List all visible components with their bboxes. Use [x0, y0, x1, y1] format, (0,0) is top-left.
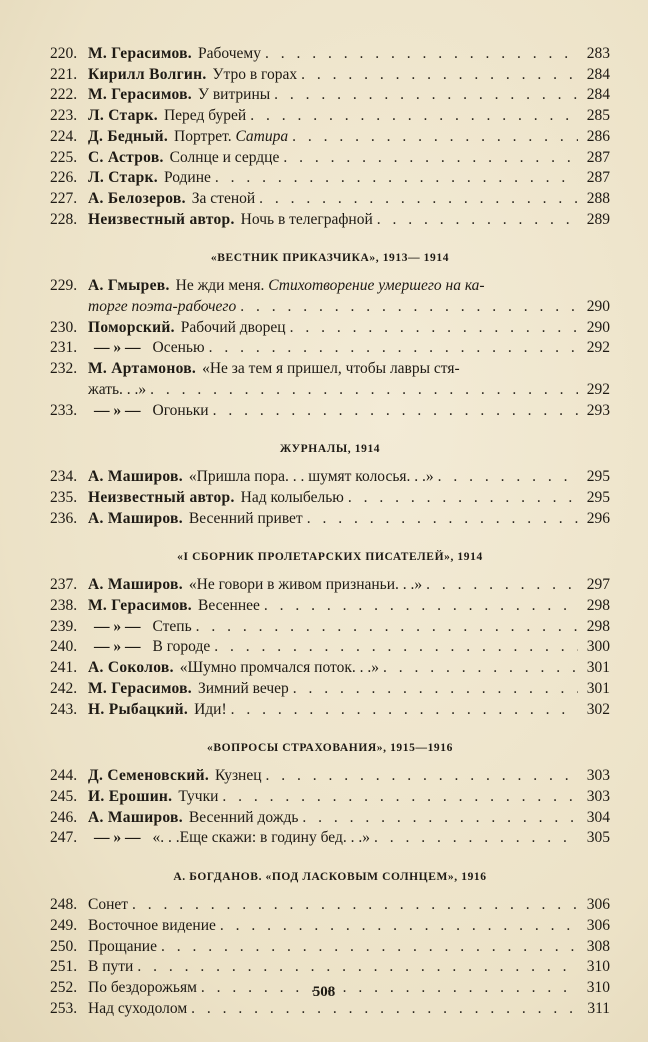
entry-title	[174, 127, 288, 148]
leader-dots	[231, 700, 578, 721]
toc-entry	[50, 509, 610, 530]
entry-title: Восточное видение	[88, 916, 216, 934]
entry-author: Л. Старк.	[88, 169, 158, 187]
entry-number: 240.	[50, 638, 78, 656]
table-of-contents	[50, 44, 610, 1019]
leader-dots	[209, 338, 578, 359]
entry-number: 253.	[50, 999, 78, 1017]
entry-number: 244.	[50, 767, 78, 785]
entry-author: М. Герасимов.	[88, 86, 192, 104]
leader-dots	[292, 127, 578, 148]
entry-author: А. Маширов.	[88, 576, 183, 594]
entry-title-text: Не жди меня.	[175, 277, 265, 295]
entry-number: 251.	[50, 958, 78, 976]
toc-entry	[50, 937, 610, 958]
toc-entry	[50, 637, 610, 658]
toc-section-vestnik-prikazchika	[50, 250, 610, 421]
entry-number: 235.	[50, 488, 78, 506]
entry-number: 234.	[50, 468, 78, 486]
entry-page: 308	[586, 937, 610, 955]
entry-title: Зимний вечер	[197, 679, 289, 697]
entry-number: 246.	[50, 808, 78, 826]
toc-entry	[50, 700, 610, 721]
entry-page: 290	[586, 298, 610, 316]
entry-page: 306	[586, 896, 610, 914]
leader-dots	[222, 787, 578, 808]
entry-author: Кирилл Волгин.	[88, 65, 207, 83]
ditto-mark: — » —	[94, 339, 141, 357]
toc-entry	[50, 65, 610, 86]
leader-dots	[377, 210, 578, 231]
toc-section-untitled	[50, 44, 610, 230]
entry-title: Сонет	[88, 896, 129, 914]
entry-number: 229.	[50, 277, 78, 295]
leader-dots	[266, 766, 578, 787]
entry-page: 287	[586, 169, 610, 187]
toc-entry	[50, 210, 610, 231]
toc-entry	[50, 658, 610, 679]
entry-page: 297	[586, 576, 610, 594]
leader-dots	[215, 168, 578, 189]
toc-entry	[50, 999, 610, 1020]
entry-number: 250.	[50, 937, 78, 955]
entry-author: С. Астров.	[88, 148, 164, 166]
entry-page: 288	[586, 189, 610, 207]
entry-number: 237.	[50, 576, 78, 594]
entry-author: Д. Семеновский.	[88, 767, 210, 785]
leader-dots	[259, 189, 578, 210]
toc-entry	[50, 338, 610, 359]
entry-title: Перед бурей	[163, 107, 247, 125]
leader-dots	[374, 828, 578, 849]
leader-dots	[214, 637, 578, 658]
toc-entry	[50, 957, 610, 978]
entry-number: 223.	[50, 107, 78, 125]
toc-entry-continuation	[50, 297, 610, 318]
entry-title: Весенний привет	[188, 509, 303, 527]
entry-page: 283	[586, 45, 610, 62]
entry-number: 247.	[50, 829, 78, 847]
entry-title: «. . .Еще скажи: в годину бед. . .»	[152, 829, 370, 847]
entry-page: 290	[586, 318, 610, 336]
entry-author: Неизвестный автор.	[88, 210, 235, 228]
entry-title: Тучки	[178, 787, 219, 805]
toc-entry	[50, 44, 610, 65]
entry-number: 245.	[50, 787, 78, 805]
entry-title: За стеной	[191, 189, 256, 207]
entry-title: Прощание	[88, 937, 157, 955]
ditto-mark: — » —	[94, 401, 141, 419]
entry-title: Над суходолом	[88, 999, 188, 1017]
section-heading: «ВОПРОСЫ СТРАХОВАНИЯ», 1915—1916	[207, 742, 453, 755]
entry-page: 304	[586, 808, 610, 826]
entry-author: А. Соколов.	[88, 659, 174, 677]
entry-page: 310	[586, 958, 610, 976]
leader-dots	[240, 297, 578, 318]
leader-dots	[301, 65, 578, 86]
entry-page: 295	[586, 488, 610, 506]
toc-entry	[50, 359, 610, 380]
entry-title: Осенью	[152, 339, 205, 357]
toc-entry	[50, 148, 610, 169]
toc-entry	[50, 916, 610, 937]
entry-number: 231.	[50, 339, 78, 357]
entry-author: А. Маширов.	[88, 468, 183, 486]
entry-number: 226.	[50, 169, 78, 187]
toc-entry	[50, 808, 610, 829]
entry-page: 303	[586, 767, 610, 785]
leader-dots	[283, 148, 578, 169]
toc-entry	[50, 488, 610, 509]
entry-number: 238.	[50, 597, 78, 615]
entry-author: М. Герасимов.	[88, 45, 192, 62]
leader-dots	[290, 318, 578, 339]
leader-dots	[161, 937, 578, 958]
entry-page: 293	[586, 401, 610, 419]
entry-page: 284	[586, 86, 610, 104]
entry-number: 220.	[50, 45, 78, 62]
entry-number: 233.	[50, 401, 78, 419]
entry-number: 242.	[50, 679, 78, 697]
entry-title: Над колыбелью	[240, 488, 344, 506]
entry-title: Степь	[152, 617, 192, 635]
entry-title-text: Портрет.	[174, 127, 232, 145]
entry-title: Весенний дождь	[188, 808, 299, 826]
leader-dots	[383, 658, 578, 679]
toc-entry	[50, 401, 610, 422]
toc-entry	[50, 168, 610, 189]
toc-entry	[50, 617, 610, 638]
entry-page: 311	[587, 999, 610, 1017]
entry-number: 248.	[50, 896, 78, 914]
entry-page: 296	[586, 509, 610, 527]
entry-genre: Сатира	[235, 127, 289, 145]
leader-dots	[264, 596, 578, 617]
leader-dots	[196, 617, 578, 638]
entry-title: Рабочий дворец	[180, 318, 286, 336]
toc-entry	[50, 679, 610, 700]
toc-section-sbornik	[50, 549, 610, 720]
leader-dots	[265, 44, 578, 65]
toc-entry	[50, 766, 610, 787]
toc-entry	[50, 467, 610, 488]
leader-dots	[348, 488, 578, 509]
entry-number: 249.	[50, 916, 78, 934]
entry-page: 285	[586, 107, 610, 125]
entry-title: В городе	[152, 638, 211, 656]
toc-entry	[50, 318, 610, 339]
toc-entry-continuation	[50, 380, 610, 401]
leader-dots	[293, 679, 578, 700]
entry-title: Огоньки	[152, 401, 209, 419]
entry-page: 301	[586, 659, 610, 677]
entry-number: 243.	[50, 700, 78, 718]
entry-number: 224.	[50, 127, 78, 145]
entry-title: У витрины	[197, 86, 271, 104]
entry-page: 298	[586, 617, 610, 635]
entry-author: А. Белозеров.	[88, 189, 186, 207]
entry-author: Поморский.	[88, 318, 175, 336]
leader-dots	[438, 467, 578, 488]
entry-page: 305	[586, 829, 610, 847]
entry-number: 222.	[50, 86, 78, 104]
entry-page: 287	[586, 148, 610, 166]
entry-title: Ночь в телеграфной	[240, 210, 373, 228]
leader-dots	[302, 808, 578, 829]
toc-entry	[50, 575, 610, 596]
leader-dots	[426, 575, 578, 596]
toc-entry	[50, 85, 610, 106]
entry-title: «Не говори в живом признаньи. . .»	[188, 576, 423, 594]
toc-entry	[50, 596, 610, 617]
entry-author: Д. Бедный.	[88, 127, 169, 145]
section-heading: ЖУРНАЛЫ, 1914	[279, 443, 381, 456]
entry-title: В пути	[88, 958, 134, 976]
leader-dots	[137, 957, 578, 978]
entry-author: М. Герасимов.	[88, 679, 192, 697]
entry-title: Весеннее	[197, 597, 260, 615]
entry-number: 232.	[50, 360, 78, 378]
toc-entry	[50, 127, 610, 148]
entry-author: М. Артамонов.	[88, 360, 197, 378]
entry-number: 236.	[50, 509, 78, 527]
entry-number: 241.	[50, 659, 78, 677]
toc-entry	[50, 106, 610, 127]
entry-page: 302	[586, 700, 610, 718]
entry-title: Солнце и сердце	[169, 148, 280, 166]
toc-entry	[50, 787, 610, 808]
entry-page: 303	[586, 787, 610, 805]
entry-title: Иди!	[194, 700, 227, 718]
section-heading: «ВЕСТНИК ПРИКАЗЧИКА», 1913— 1914	[210, 252, 450, 265]
entry-title-cont: жать. . .»	[88, 380, 147, 398]
entry-title: Родине	[163, 169, 211, 187]
entry-number: 230.	[50, 318, 78, 336]
entry-page: 310	[586, 978, 610, 996]
entry-number: 225.	[50, 148, 78, 166]
entry-title	[176, 276, 485, 297]
entry-author: Н. Рыбацкий.	[88, 700, 189, 718]
entry-number: 252.	[50, 978, 78, 996]
leader-dots	[132, 895, 578, 916]
leader-dots	[307, 509, 578, 530]
ditto-mark: — » —	[94, 638, 141, 656]
entry-author: А. Маширов.	[88, 509, 183, 527]
entry-page: 295	[586, 468, 610, 486]
leader-dots	[150, 380, 578, 401]
leader-dots	[250, 106, 578, 127]
entry-page: 292	[586, 380, 610, 398]
page-number: 508	[312, 984, 336, 1000]
toc-section-voprosy-strakhovaniya	[50, 740, 610, 849]
entry-subtitle: Стихотворение умершего на ка-	[268, 277, 485, 295]
entry-title: По бездорожьям	[88, 978, 197, 996]
section-heading: «I СБОРНИК ПРОЛЕТАРСКИХ ПИСАТЕЛЕЙ», 1914	[177, 551, 483, 564]
leader-dots	[220, 916, 578, 937]
entry-subtitle-cont: торге поэта-рабочего	[88, 298, 237, 316]
entry-title: «Шумно промчался поток. . .»	[179, 659, 379, 677]
entry-page: 300	[586, 638, 610, 656]
entry-number: 227.	[50, 189, 78, 207]
entry-page: 292	[586, 339, 610, 357]
entry-title: Утро в горах	[212, 65, 298, 83]
entry-author: Неизвестный автор.	[88, 488, 235, 506]
toc-entry	[50, 276, 610, 297]
ditto-mark: — » —	[94, 829, 141, 847]
toc-entry	[50, 189, 610, 210]
entry-author: А. Гмырев.	[88, 277, 170, 295]
toc-entry	[50, 895, 610, 916]
entry-title: «Не за тем я пришел, чтобы лавры стя-	[202, 360, 460, 378]
leader-dots	[274, 85, 578, 106]
toc-section-zhurnaly	[50, 441, 610, 529]
entry-page: 289	[586, 210, 610, 228]
entry-page: 301	[586, 679, 610, 697]
entry-page: 298	[586, 597, 610, 615]
leader-dots	[213, 401, 578, 422]
entry-title: Рабочему	[197, 45, 261, 62]
section-heading: А. БОГДАНОВ. «ПОД ЛАСКОВЫМ СОЛНЦЕМ», 1916	[173, 871, 487, 884]
entry-page: 286	[586, 127, 610, 145]
entry-author: Л. Старк.	[88, 107, 158, 125]
entry-number: 239.	[50, 617, 78, 635]
entry-number: 228.	[50, 210, 78, 228]
entry-author: М. Герасимов.	[88, 597, 192, 615]
leader-dots	[191, 999, 578, 1020]
entry-number: 221.	[50, 65, 78, 83]
entry-title: «Пришла пора. . . шумят колосья. . .»	[188, 468, 434, 486]
ditto-mark: — » —	[94, 617, 141, 635]
entry-page: 306	[586, 916, 610, 934]
entry-title: Кузнец	[215, 767, 262, 785]
entry-author: А. Маширов.	[88, 808, 183, 826]
entry-author: И. Ерошин.	[88, 787, 173, 805]
entry-page: 284	[586, 65, 610, 83]
toc-entry	[50, 828, 610, 849]
